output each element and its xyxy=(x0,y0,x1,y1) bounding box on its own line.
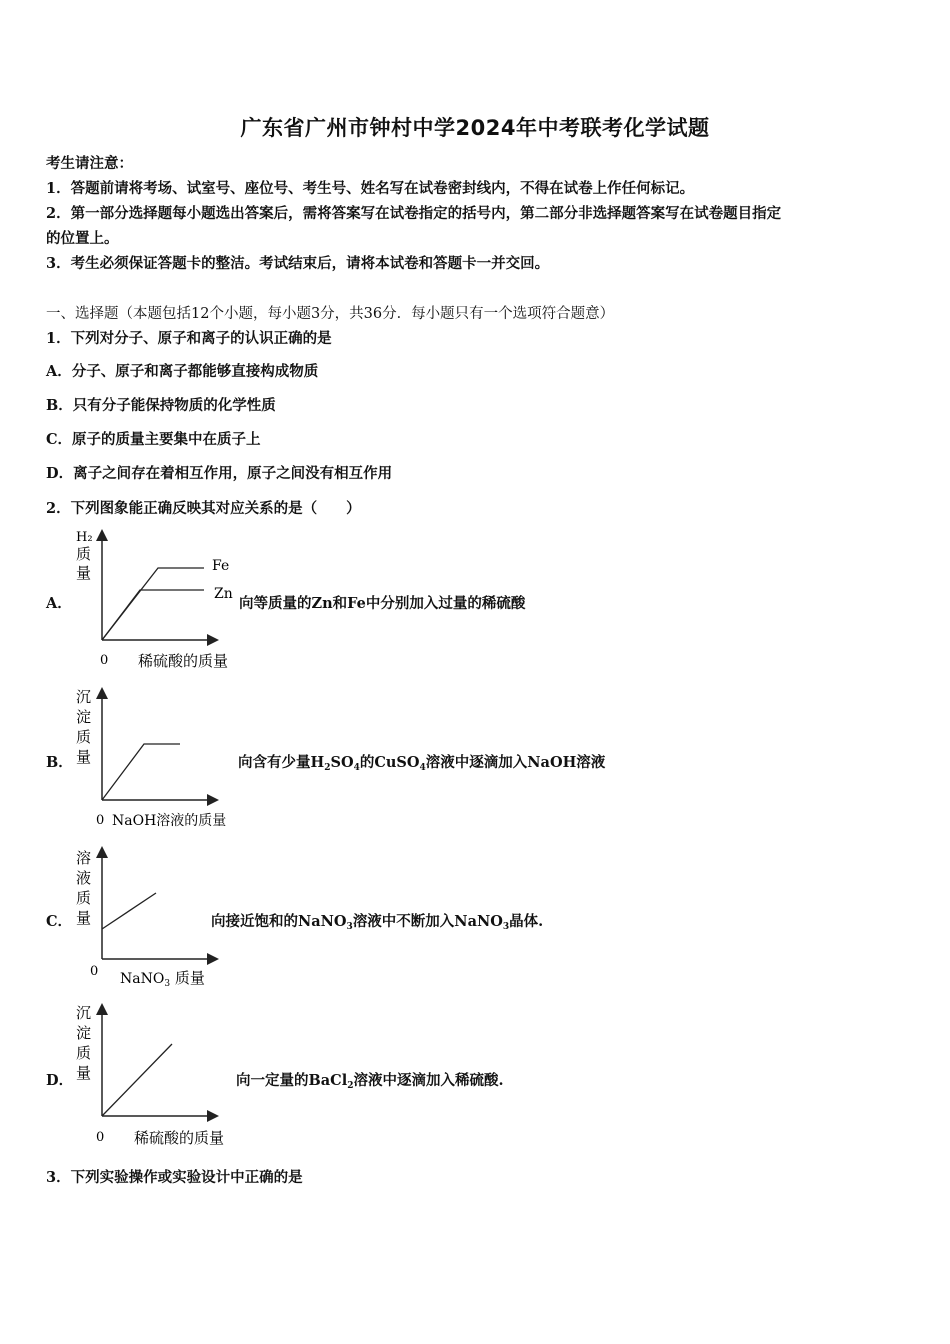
ylabel-4: 量 xyxy=(76,909,92,927)
q3-stem: 3．下列实验操作或实验设计中正确的是 xyxy=(46,1169,303,1186)
precipitate-line xyxy=(102,1044,172,1116)
q1-option-d: D．离子之间存在着相互作用，原子之间没有相互作用 xyxy=(46,465,393,482)
ylabel-2: 液 xyxy=(76,869,92,887)
q2-option-d-graph xyxy=(70,1000,250,1152)
q1-option-c: C．原子的质量主要集中在质子上 xyxy=(46,431,261,448)
ylabel-1: H₂ xyxy=(76,530,93,545)
q2-option-a-letter: A． xyxy=(46,595,72,612)
q2-option-b-graph xyxy=(70,684,250,834)
q2-option-b-desc: 向含有少量$H_2SO_4$的CuSO$_4$溶液中逐滴加入NaOH溶液 xyxy=(238,754,606,773)
origin-label: 0 xyxy=(96,813,105,828)
ylabel-1: 沉 xyxy=(76,1004,92,1022)
xlabel: 稀硫酸的质量 xyxy=(134,1129,225,1147)
series-zn-label: Zn xyxy=(214,586,233,602)
q2-option-c-desc: 向接近饱和的NaNO$_3$溶液中不断加入NaNO$_3$晶体. xyxy=(211,913,544,932)
notice-item-2-cont: 的位置上。 xyxy=(46,230,119,247)
notice-item-2: 2．第一部分选择题每小题选出答案后，需将答案写在试卷指定的括号内，第二部分非选择题答案写在试卷题目指定 xyxy=(46,205,782,222)
ylabel-3: 质 xyxy=(76,889,92,907)
zn-line xyxy=(102,590,204,640)
q2-option-d-desc: 向一定量的BaCl$_2$溶液中逐滴加入稀硫酸. xyxy=(236,1072,504,1091)
q2-option-c-letter: C． xyxy=(46,913,73,930)
q2-option-a-graph xyxy=(70,526,250,676)
ylabel-4: 量 xyxy=(76,748,92,766)
precipitate-line xyxy=(102,744,180,800)
ylabel-4: 量 xyxy=(76,1064,92,1082)
q1-option-a: A．分子、原子和离子都能够直接构成物质 xyxy=(46,363,319,380)
xlabel: 稀硫酸的质量 xyxy=(138,652,229,670)
solution-mass-line xyxy=(102,893,156,929)
ylabel-3: 量 xyxy=(76,564,92,582)
ylabel-2: 淀 xyxy=(76,1024,92,1042)
fe-line xyxy=(102,568,204,640)
xlabel: NaOH溶液的质量 xyxy=(112,813,227,829)
xlabel: NaNO$_3$ 质量 xyxy=(120,969,205,989)
notice-header: 考生请注意： xyxy=(46,155,133,172)
q1-option-b: B．只有分子能保持物质的化学性质 xyxy=(46,397,276,414)
q2-option-b-letter: B． xyxy=(46,754,73,771)
ylabel-2: 淀 xyxy=(76,708,92,726)
q2-option-d-letter: D． xyxy=(46,1072,74,1089)
ylabel-1: 沉 xyxy=(76,688,92,706)
ylabel-3: 质 xyxy=(76,1044,92,1062)
origin-label: 0 xyxy=(100,653,109,668)
notice-item-3: 3．考生必须保证答题卡的整洁。考试结束后，请将本试卷和答题卡一并交回。 xyxy=(46,255,550,272)
ylabel-2: 质 xyxy=(76,545,92,563)
origin-label: 0 xyxy=(90,964,99,979)
q2-stem: 2．下列图象能正确反映其对应关系的是（ ） xyxy=(46,500,361,517)
page-title: 广东省广州市钟村中学2024年中考联考化学试题 xyxy=(240,116,710,140)
ylabel-3: 质 xyxy=(76,728,92,746)
q2-option-a-desc: 向等质量的Zn和Fe中分别加入过量的稀硫酸 xyxy=(239,595,526,612)
notice-item-1: 1．答题前请将考场、试室号、座位号、考生号、姓名写在试卷密封线内，不得在试卷上作任何标记。 xyxy=(46,180,695,197)
origin-label: 0 xyxy=(96,1130,105,1145)
q1-stem: 1．下列对分子、原子和离子的认识正确的是 xyxy=(46,330,332,347)
section-heading: 一、选择题（本题包括12个小题，每小题3分，共36分．每小题只有一个选项符合题意） xyxy=(46,306,615,322)
ylabel-1: 溶 xyxy=(76,849,92,867)
series-fe-label: Fe xyxy=(212,558,230,574)
